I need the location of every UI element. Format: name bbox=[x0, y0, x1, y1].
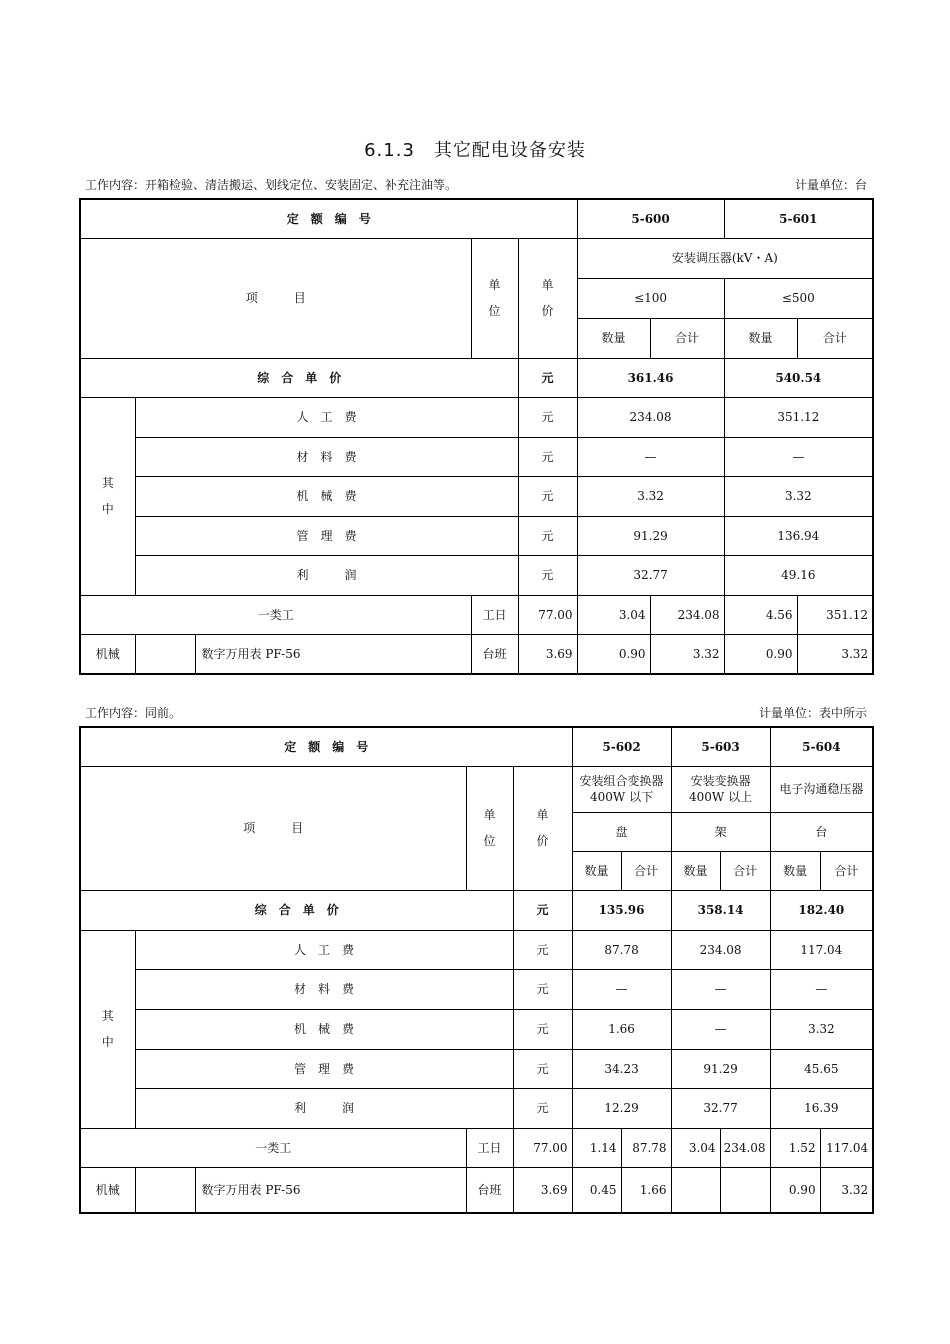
fee-label: 人 工 费 bbox=[135, 930, 513, 969]
qty-header: 数量 bbox=[577, 318, 650, 358]
fee-label: 机 械 费 bbox=[135, 476, 518, 516]
quota-code: 5-601 bbox=[724, 199, 873, 238]
fee-unit: 元 bbox=[518, 555, 577, 595]
fee-value: — bbox=[572, 969, 671, 1009]
quota-number-header: 定 额 编 号 bbox=[80, 199, 577, 238]
machine-cell: 1.66 bbox=[621, 1167, 671, 1213]
machine-cell: 0.90 bbox=[770, 1167, 820, 1213]
composite-price-label: 综 合 单 价 bbox=[80, 358, 518, 397]
total-header: 合计 bbox=[720, 851, 770, 890]
quota-code: 5-603 bbox=[671, 727, 770, 766]
fee-value: — bbox=[724, 437, 873, 476]
machine-unit: 台班 bbox=[471, 634, 518, 674]
fee-value: 136.94 bbox=[724, 516, 873, 555]
measure-header: 台 bbox=[770, 812, 873, 851]
machine-cell: 3.32 bbox=[820, 1167, 873, 1213]
product-header: 电子沟通稳压器 bbox=[770, 766, 873, 812]
labor-cell: 1.52 bbox=[770, 1128, 820, 1167]
composite-price-label: 综 合 单 价 bbox=[80, 890, 513, 930]
composite-price-unit: 元 bbox=[518, 358, 577, 397]
quota-number-header: 定 额 编 号 bbox=[80, 727, 572, 766]
machine-name: 数字万用表 PF-56 bbox=[195, 634, 471, 674]
labor-cell: 3.04 bbox=[671, 1128, 720, 1167]
fee-label: 利 润 bbox=[135, 1088, 513, 1128]
fee-value: 1.66 bbox=[572, 1009, 671, 1049]
labor-unit: 工日 bbox=[466, 1128, 513, 1167]
fee-value: 3.32 bbox=[724, 476, 873, 516]
fee-unit: 元 bbox=[518, 397, 577, 437]
labor-cell: 3.04 bbox=[577, 595, 650, 634]
fee-value: 351.12 bbox=[724, 397, 873, 437]
machine-label: 机械 bbox=[80, 634, 135, 674]
qty-header: 数量 bbox=[572, 851, 621, 890]
fee-unit: 元 bbox=[518, 437, 577, 476]
group-header: 安装调压器(kV・A) bbox=[577, 238, 873, 278]
machine-price: 3.69 bbox=[513, 1167, 572, 1213]
fee-value: — bbox=[577, 437, 724, 476]
fee-value: 117.04 bbox=[770, 930, 873, 969]
fee-unit: 元 bbox=[518, 476, 577, 516]
fee-value: 32.77 bbox=[577, 555, 724, 595]
labor-cell: 87.78 bbox=[621, 1128, 671, 1167]
machine-blank bbox=[135, 1167, 195, 1213]
product-header: 安装变换器 400W 以上 bbox=[671, 766, 770, 812]
item-header: 项 目 bbox=[80, 238, 471, 358]
machine-cell: 0.90 bbox=[577, 634, 650, 674]
fee-value: 12.29 bbox=[572, 1088, 671, 1128]
labor-price: 77.00 bbox=[513, 1128, 572, 1167]
price-header: 单价 bbox=[513, 766, 572, 890]
fee-label: 人 工 费 bbox=[135, 397, 518, 437]
work-content: 工作内容：同前。 bbox=[85, 706, 182, 720]
qty-header: 数量 bbox=[724, 318, 797, 358]
machine-cell bbox=[671, 1167, 720, 1213]
fee-unit: 元 bbox=[513, 1088, 572, 1128]
quota-table-1 bbox=[79, 198, 874, 675]
composite-price-value: 540.54 bbox=[724, 358, 873, 397]
total-header: 合计 bbox=[820, 851, 873, 890]
machine-cell: 3.32 bbox=[650, 634, 724, 674]
composite-price-value: 135.96 bbox=[572, 890, 671, 930]
work-content: 工作内容：开箱检验、清洁搬运、划线定位、安装固定、补充注油等。 bbox=[85, 178, 458, 192]
measure-unit: 计量单位：表中所示 bbox=[758, 706, 867, 720]
fee-value: 234.08 bbox=[671, 930, 770, 969]
fee-value: 87.78 bbox=[572, 930, 671, 969]
fee-label: 机 械 费 bbox=[135, 1009, 513, 1049]
quota-table-2 bbox=[79, 726, 874, 1214]
unit-header: 单位 bbox=[471, 238, 518, 358]
measure-header: 架 bbox=[671, 812, 770, 851]
fee-value: 16.39 bbox=[770, 1088, 873, 1128]
composite-price-value: 358.14 bbox=[671, 890, 770, 930]
quota-code: 5-602 bbox=[572, 727, 671, 766]
fee-value: 91.29 bbox=[671, 1049, 770, 1088]
fee-value: 3.32 bbox=[577, 476, 724, 516]
machine-cell bbox=[720, 1167, 770, 1213]
fee-value: 34.23 bbox=[572, 1049, 671, 1088]
labor-cell: 234.08 bbox=[650, 595, 724, 634]
machine-price: 3.69 bbox=[518, 634, 577, 674]
of-which-label: 其中 bbox=[80, 930, 135, 1128]
spec-header: ≤100 bbox=[577, 278, 724, 318]
labor-cell: 4.56 bbox=[724, 595, 797, 634]
labor-unit: 工日 bbox=[471, 595, 518, 634]
fee-unit: 元 bbox=[513, 1009, 572, 1049]
machine-cell: 3.32 bbox=[797, 634, 873, 674]
fee-value: 45.65 bbox=[770, 1049, 873, 1088]
fee-label: 管 理 费 bbox=[135, 1049, 513, 1088]
fee-label: 材 料 费 bbox=[135, 437, 518, 476]
measure-header: 盘 bbox=[572, 812, 671, 851]
labor-cell: 234.08 bbox=[720, 1128, 770, 1167]
labor-cell: 1.14 bbox=[572, 1128, 621, 1167]
labor-label: 一类工 bbox=[80, 1128, 466, 1167]
machine-cell: 0.45 bbox=[572, 1167, 621, 1213]
fee-label: 利 润 bbox=[135, 555, 518, 595]
machine-unit: 台班 bbox=[466, 1167, 513, 1213]
qty-header: 数量 bbox=[671, 851, 720, 890]
page-title: 6.1.3 其它配电设备安装 bbox=[364, 140, 586, 161]
total-header: 合计 bbox=[621, 851, 671, 890]
fee-value: 32.77 bbox=[671, 1088, 770, 1128]
fee-unit: 元 bbox=[518, 516, 577, 555]
composite-price-unit: 元 bbox=[513, 890, 572, 930]
fee-label: 材 料 费 bbox=[135, 969, 513, 1009]
labor-cell: 117.04 bbox=[820, 1128, 873, 1167]
labor-label: 一类工 bbox=[80, 595, 471, 634]
total-header: 合计 bbox=[797, 318, 873, 358]
spec-header: ≤500 bbox=[724, 278, 873, 318]
fee-unit: 元 bbox=[513, 930, 572, 969]
machine-name: 数字万用表 PF-56 bbox=[195, 1167, 466, 1213]
quota-code: 5-600 bbox=[577, 199, 724, 238]
fee-unit: 元 bbox=[513, 969, 572, 1009]
quota-code: 5-604 bbox=[770, 727, 873, 766]
fee-unit: 元 bbox=[513, 1049, 572, 1088]
total-header: 合计 bbox=[650, 318, 724, 358]
fee-label: 管 理 费 bbox=[135, 516, 518, 555]
fee-value: — bbox=[671, 1009, 770, 1049]
price-header: 单价 bbox=[518, 238, 577, 358]
fee-value: — bbox=[770, 969, 873, 1009]
of-which-label: 其中 bbox=[80, 397, 135, 595]
product-header: 安装组合变换器 400W 以下 bbox=[572, 766, 671, 812]
composite-price-value: 361.46 bbox=[577, 358, 724, 397]
labor-cell: 351.12 bbox=[797, 595, 873, 634]
fee-value: 91.29 bbox=[577, 516, 724, 555]
machine-label: 机械 bbox=[80, 1167, 135, 1213]
item-header: 项 目 bbox=[80, 766, 466, 890]
fee-value: 49.16 bbox=[724, 555, 873, 595]
fee-value: 234.08 bbox=[577, 397, 724, 437]
fee-value: 3.32 bbox=[770, 1009, 873, 1049]
qty-header: 数量 bbox=[770, 851, 820, 890]
unit-header: 单位 bbox=[466, 766, 513, 890]
composite-price-value: 182.40 bbox=[770, 890, 873, 930]
fee-value: — bbox=[671, 969, 770, 1009]
labor-price: 77.00 bbox=[518, 595, 577, 634]
measure-unit: 计量单位：台 bbox=[794, 178, 867, 192]
machine-cell: 0.90 bbox=[724, 634, 797, 674]
machine-blank bbox=[135, 634, 195, 674]
